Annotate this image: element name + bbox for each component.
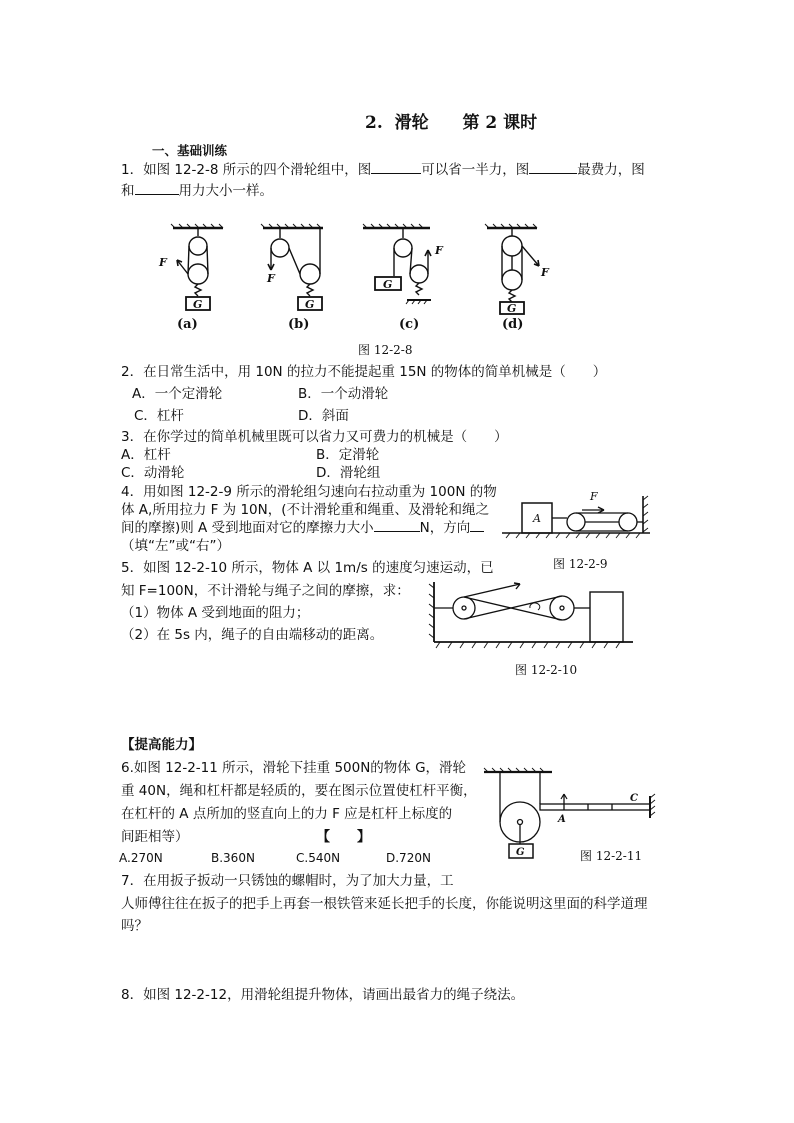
question-7-line1: 7．在用扳子扳动一只锈蚀的螺帽时，为了加大力量，工	[121, 873, 454, 889]
question-6-line1: 6.如图 12-2-11 所示，滑轮下挂重 500N的物体 G，滑轮	[121, 760, 467, 776]
label-a: (a)	[177, 317, 198, 332]
q1-text-d: 和	[121, 183, 135, 199]
question-3-stem: 3．在你学过的简单机械里既可以省力又可费力的机械是（ ）	[121, 429, 508, 445]
q2-option-a[interactable]: A．一个定滑轮	[132, 386, 223, 402]
force-label-a: F	[159, 256, 167, 269]
q1-text-b: 可以省一半力，图	[421, 162, 530, 178]
label-b: (b)	[288, 317, 310, 332]
q3-option-c[interactable]: C．动滑轮	[121, 465, 185, 481]
figure-caption-12-2-8: 图 12-2-8	[358, 343, 413, 357]
lever-point-a: A	[558, 814, 566, 825]
weight-label-a: G	[193, 298, 203, 311]
pulley-system-d	[485, 224, 539, 314]
q6-option-d[interactable]: D.720N	[386, 851, 431, 865]
question-5-part1: （1）物体 A 受到地面的阻力；	[121, 605, 310, 621]
question-2-stem: 2．在日常生活中，用 10N 的拉力不能提起重 15N 的物体的简单机械是（ ）	[121, 364, 607, 380]
q6-option-a[interactable]: A.270N	[119, 851, 163, 865]
q1-text-e: 用力大小一样。	[178, 183, 273, 199]
q3-option-a[interactable]: A．杠杆	[121, 447, 171, 463]
figure-caption-12-2-9: 图 12-2-9	[553, 557, 608, 571]
question-6-line3: 在杠杆的 A 点所加的竖直向上的力 F 应是杠杆上标度的	[121, 806, 453, 822]
question-4-line4: （填“左”或“右”）	[121, 538, 230, 554]
question-5-line2: 知 F=100N，不计滑轮与绳子之间的摩擦，求：	[121, 583, 410, 599]
weight-label-c: G	[383, 278, 393, 291]
q1-blank-1[interactable]	[371, 160, 421, 174]
section-basic-training: 一、基础训练	[152, 143, 228, 158]
force-label-b: F	[267, 272, 275, 285]
figure-caption-12-2-11: 图 12-2-11	[580, 849, 643, 863]
q4-text-a: 间的摩擦)则 A 受到地面对它的摩擦力大小	[121, 520, 374, 536]
block-label-a: A	[533, 512, 541, 525]
label-c: (c)	[399, 317, 420, 332]
weight-label-b: G	[305, 298, 315, 311]
question-1-line2	[121, 181, 273, 202]
question-7-line2: 人师傅往往在扳子的把手上再套一根铁管来延长把手的长度，你能说明这里面的科学道理	[121, 896, 648, 912]
question-6-line4	[121, 827, 371, 848]
q6-option-c[interactable]: C.540N	[296, 851, 341, 865]
pulley-system-c	[363, 224, 431, 304]
question-8-line1: 8．如图 12-2-12，用滑轮组提升物体，请画出最省力的绳子绕法。	[121, 987, 525, 1003]
force-label-d: F	[541, 266, 549, 279]
q6-option-b[interactable]: B.360N	[211, 851, 255, 865]
q3-option-b[interactable]: B．定滑轮	[316, 447, 380, 463]
weight-label-g: G	[516, 847, 525, 858]
question-5-part2: （2）在 5s 内，绳子的自由端移动的距离。	[121, 627, 384, 643]
q1-blank-2[interactable]	[529, 160, 577, 174]
q1-blank-3[interactable]	[135, 181, 179, 195]
q1-text-a: 1．如图 12-2-8 所示的四个滑轮组中，图	[121, 162, 372, 178]
q6-text-end: 间距相等）	[121, 829, 189, 845]
figure-pulley-systems	[145, 222, 565, 334]
figure-pulley-block-system	[428, 578, 638, 654]
weight-label-d: G	[507, 302, 517, 315]
q4-blank-2[interactable]	[470, 518, 484, 532]
question-6-line2: 重 40N，绳和杠杆都是轻质的，要在图示位置使杠杆平衡，	[121, 783, 477, 799]
q2-option-c[interactable]: C．杠杆	[134, 408, 184, 424]
title-name: 滑轮	[394, 113, 429, 133]
figure-caption-12-2-10: 图 12-2-10	[515, 663, 578, 677]
force-label-f: F	[590, 490, 598, 503]
q4-text-b: N，方向	[419, 520, 471, 536]
section-improve-ability: 【提高能力】	[121, 737, 202, 753]
question-4-line1: 4．用如图 12-2-9 所示的滑轮组匀速向右拉动重为 100N 的物	[121, 484, 497, 500]
q6-answer-bracket[interactable]: 【 】	[316, 829, 371, 845]
force-label-c: F	[435, 244, 443, 257]
question-5-line1: 5．如图 12-2-10 所示，物体 A 以 1m/s 的速度匀速运动，已	[121, 560, 494, 576]
q2-option-d[interactable]: D．斜面	[298, 408, 349, 424]
question-7-line3: 吗？	[121, 918, 148, 934]
figure-horizontal-pulley	[500, 488, 660, 544]
q1-text-c: 最费力，图	[577, 162, 645, 178]
label-d: (d)	[502, 317, 524, 332]
q4-blank-1[interactable]	[374, 518, 420, 532]
title-number: 2.	[365, 113, 383, 133]
question-1-line1	[121, 160, 645, 181]
q3-option-d[interactable]: D．滑轮组	[316, 465, 381, 481]
lever-point-c: C	[630, 793, 638, 804]
page-title	[365, 108, 537, 133]
q2-option-b[interactable]: B．一个动滑轮	[298, 386, 389, 402]
question-4-line2: 体 A,所用拉力 F 为 10N，(不计滑轮重和绳重、及滑轮和绳之	[121, 502, 489, 518]
title-lesson: 第 2 课时	[462, 113, 538, 133]
